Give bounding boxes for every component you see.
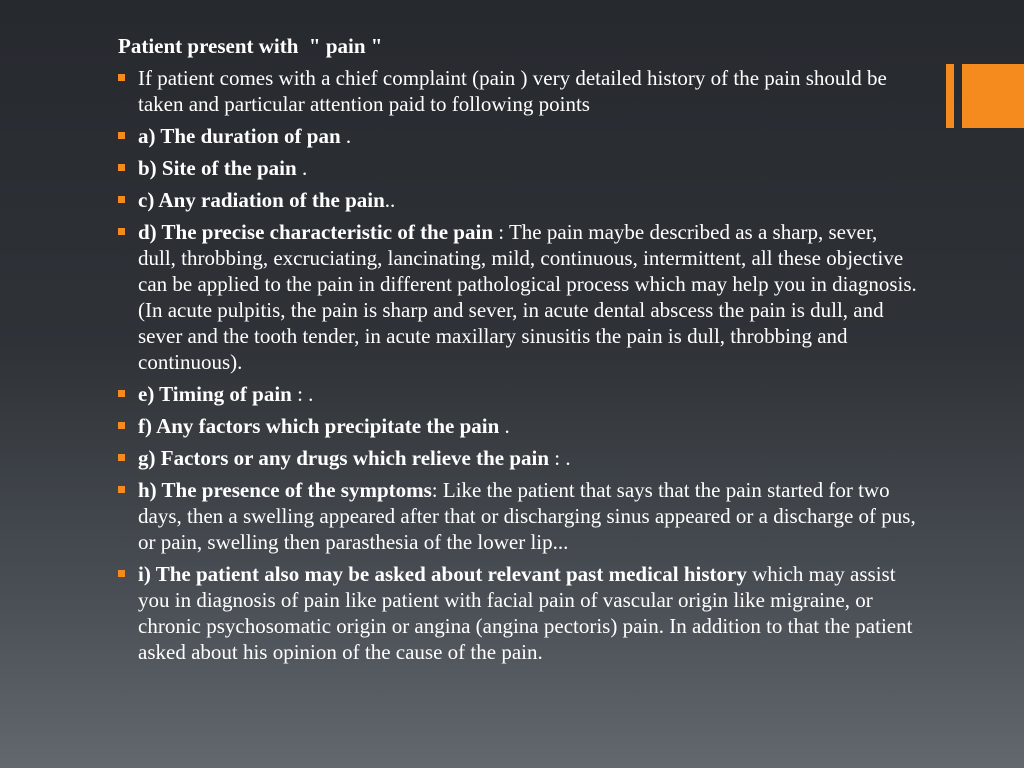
bullet-bold-text: d) The precise characteristic of the pain (138, 220, 494, 244)
bullet-item (118, 445, 918, 471)
bullet-bold-text: f) Any factors which precipitate the pain (138, 414, 500, 438)
bullet-list (118, 65, 918, 665)
bullet-text: : Like the patient that says that the pain started for two days, then a swelling appeared after that or discharging sinus appeared or a discharge of pus, or pain, swelling then parasthesia of the lower lip... (138, 478, 916, 554)
bullet-bold-text: g) Factors or any drugs which relieve the pain (138, 446, 550, 470)
bullet-item (118, 123, 918, 149)
bullet-item (118, 561, 918, 665)
bullet-item (118, 477, 918, 555)
square-bullet-icon (118, 196, 125, 203)
bullet-text: . (499, 414, 510, 438)
bullet-text: If patient comes with a chief complaint (pain ) very detailed history of the pain should be taken and particular attention paid to following points (138, 66, 887, 116)
bullet-text: : . (549, 446, 571, 470)
bullet-item (118, 187, 918, 213)
square-bullet-icon (118, 422, 125, 429)
accent-bar-wide (962, 64, 1024, 128)
slide-content (118, 33, 918, 671)
square-bullet-icon (118, 486, 125, 493)
square-bullet-icon (118, 228, 125, 235)
accent-bar-thin (946, 64, 954, 128)
bullet-bold-text: a) The duration of pan (138, 124, 341, 148)
square-bullet-icon (118, 454, 125, 461)
bullet-bold-text: e) Timing of pain (138, 382, 292, 406)
bullet-bold-text: h) The presence of the symptoms (138, 478, 432, 502)
bullet-item (118, 381, 918, 407)
bullet-bold-text: c) Any radiation of the pain (138, 188, 385, 212)
bullet-item (118, 65, 918, 117)
square-bullet-icon (118, 74, 125, 81)
bullet-item (118, 219, 918, 375)
bullet-text: : . (291, 382, 314, 406)
square-bullet-icon (118, 570, 125, 577)
bullet-text: . (340, 124, 352, 148)
slide-heading: Patient present with " pain " (118, 34, 383, 58)
bullet-text: . (296, 156, 308, 180)
bullet-bold-text: b) Site of the pain (138, 156, 297, 180)
square-bullet-icon (118, 390, 125, 397)
square-bullet-icon (118, 164, 125, 171)
bullet-bold-text: i) The patient also may be asked about relevant past medical history (138, 562, 747, 586)
bullet-item (118, 155, 918, 181)
bullet-item (118, 413, 918, 439)
bullet-text: .. (384, 188, 396, 212)
square-bullet-icon (118, 132, 125, 139)
bullet-text: : The pain maybe described as a sharp, sever, dull, throbbing, excruciating, lancinating, mild, continuous, intermittent, all these objective can be applied to the pain in different pathological process which may help you in diagnosis. (In acute pulpitis, the pain is sharp and sever, in acute dental abscess the pain is dull, and sever and the tooth tender, in acute maxillary sinusitis the pain is dull, throbbing and continuous). (138, 220, 917, 374)
bullet-text: which may assist you in diagnosis of pain like patient with facial pain of vascular origin like migraine, or chronic psychosomatic origin or angina (angina pectoris) pain. In addition to that the patient asked about his opinion of the cause of the pain. (138, 562, 913, 664)
